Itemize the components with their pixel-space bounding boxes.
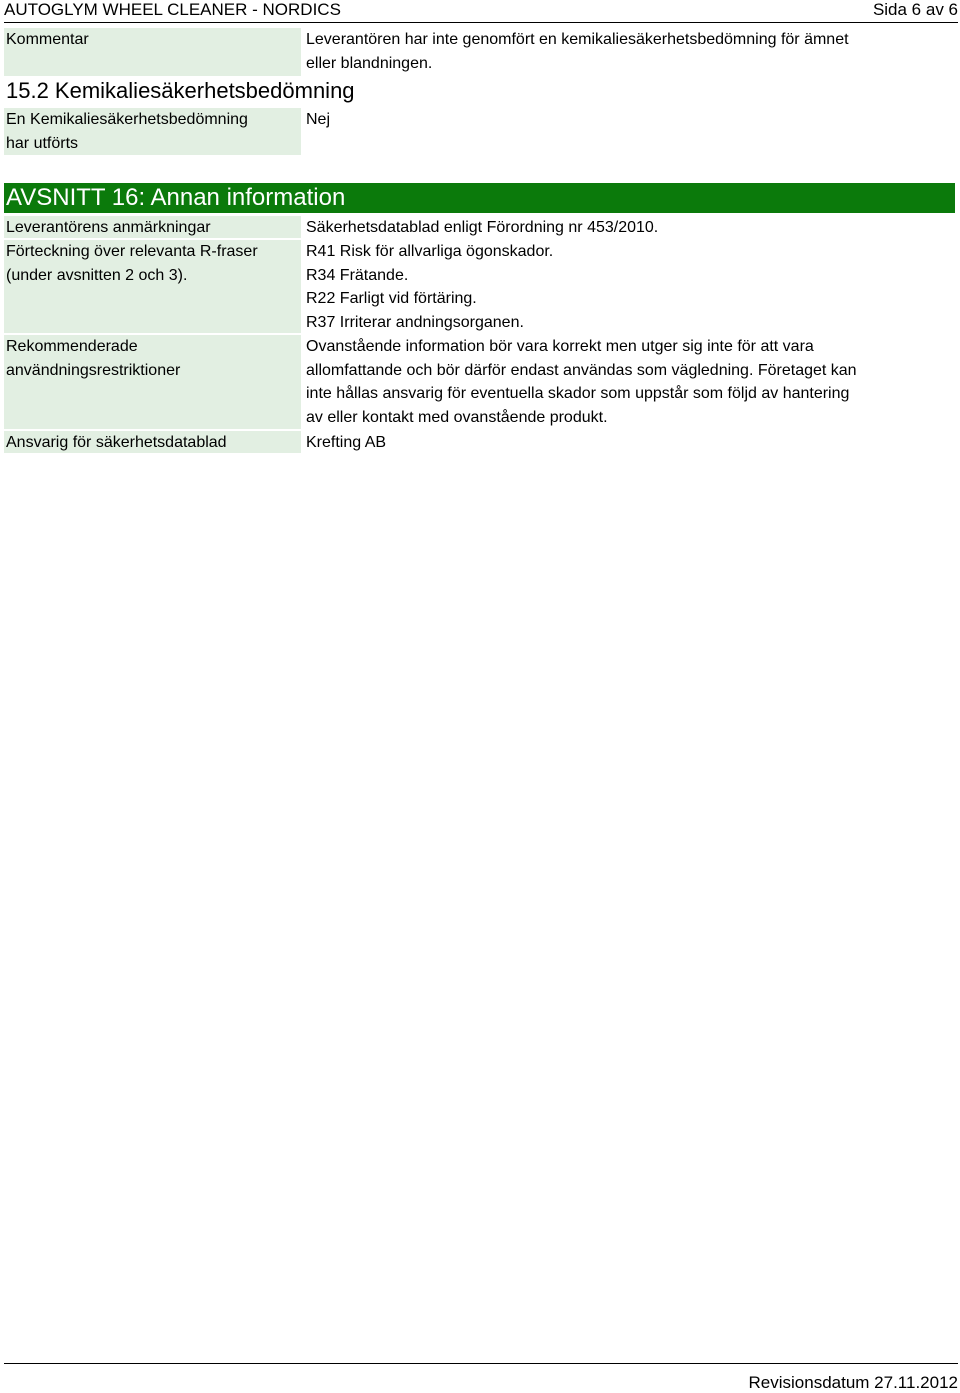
assessment-value (306, 108, 956, 132)
info-row-value-line: R22 Farligt vid förtäring. (306, 290, 477, 307)
info-row-label (4, 240, 301, 333)
info-row-value-line: Ovanstående information bör vara korrekt men utger sig inte för att vara (306, 338, 814, 355)
assessment-value-text: Nej (306, 111, 331, 128)
section-16-heading: AVSNITT 16: Annan information (4, 183, 955, 213)
comment-row (4, 28, 956, 76)
info-row-value (306, 335, 956, 429)
info-row-label (4, 431, 301, 453)
page-number: Sida 6 av 6 (872, 0, 958, 19)
info-row-label (4, 216, 301, 238)
info-row-label-line: Ansvarig för säkerhetsdatablad (6, 434, 227, 451)
info-row-label-line: Leverantörens anmärkningar (6, 219, 211, 236)
info-row-value-line: inte hållas ansvarig för eventuella skador som uppstår som följd av hantering (306, 385, 850, 402)
info-row-value-line: R34 Frätande. (306, 266, 409, 284)
comment-value-line: eller blandningen. (306, 54, 433, 72)
comment-value (306, 28, 956, 75)
info-row (4, 216, 956, 238)
assessment-label-line: har utförts (6, 134, 79, 152)
info-row-label-line: Förteckning över relevanta R-fraser (6, 243, 258, 260)
info-row-value-line: Krefting AB (306, 434, 387, 451)
info-row-value-line: av eller kontakt med ovanstående produkt. (306, 408, 608, 426)
subsection-title: 15.2 Kemikaliesäkerhetsbedömning (6, 78, 355, 103)
info-row-label (4, 335, 301, 429)
info-row-value (306, 240, 956, 334)
info-row-label-line: användningsrestriktioner (6, 361, 181, 379)
info-row (4, 335, 956, 429)
footer-divider (4, 1363, 958, 1364)
info-row (4, 240, 956, 333)
info-row (4, 431, 956, 453)
info-row-value-line: allomfattande och bör därför endast användas som vägledning. Företaget kan (306, 361, 857, 379)
revision-date: Revisionsdatum 27.11.2012 (748, 1373, 958, 1392)
info-row-value-line: R37 Irriterar andningsorganen. (306, 313, 524, 331)
info-row-value-line: Säkerhetsdatablad enligt Förordning nr 453/2010. (306, 219, 659, 236)
page-header (4, 0, 958, 23)
info-row-value (306, 216, 956, 240)
assessment-row (4, 108, 956, 155)
info-row-label-line: (under avsnitten 2 och 3). (6, 266, 188, 284)
document-title: AUTOGLYM WHEEL CLEANER - NORDICS (4, 0, 341, 19)
info-row-label-line: Rekommenderade (6, 338, 138, 355)
assessment-label-line: En Kemikaliesäkerhetsbedömning (6, 111, 248, 128)
assessment-label (4, 108, 301, 155)
comment-value-line: Leverantören har inte genomfört en kemikaliesäkerhetsbedömning för ämnet (306, 31, 849, 48)
info-row-value-line: R41 Risk för allvarliga ögonskador. (306, 243, 554, 260)
info-row-value (306, 431, 956, 455)
comment-label: Kommentar (4, 28, 301, 76)
